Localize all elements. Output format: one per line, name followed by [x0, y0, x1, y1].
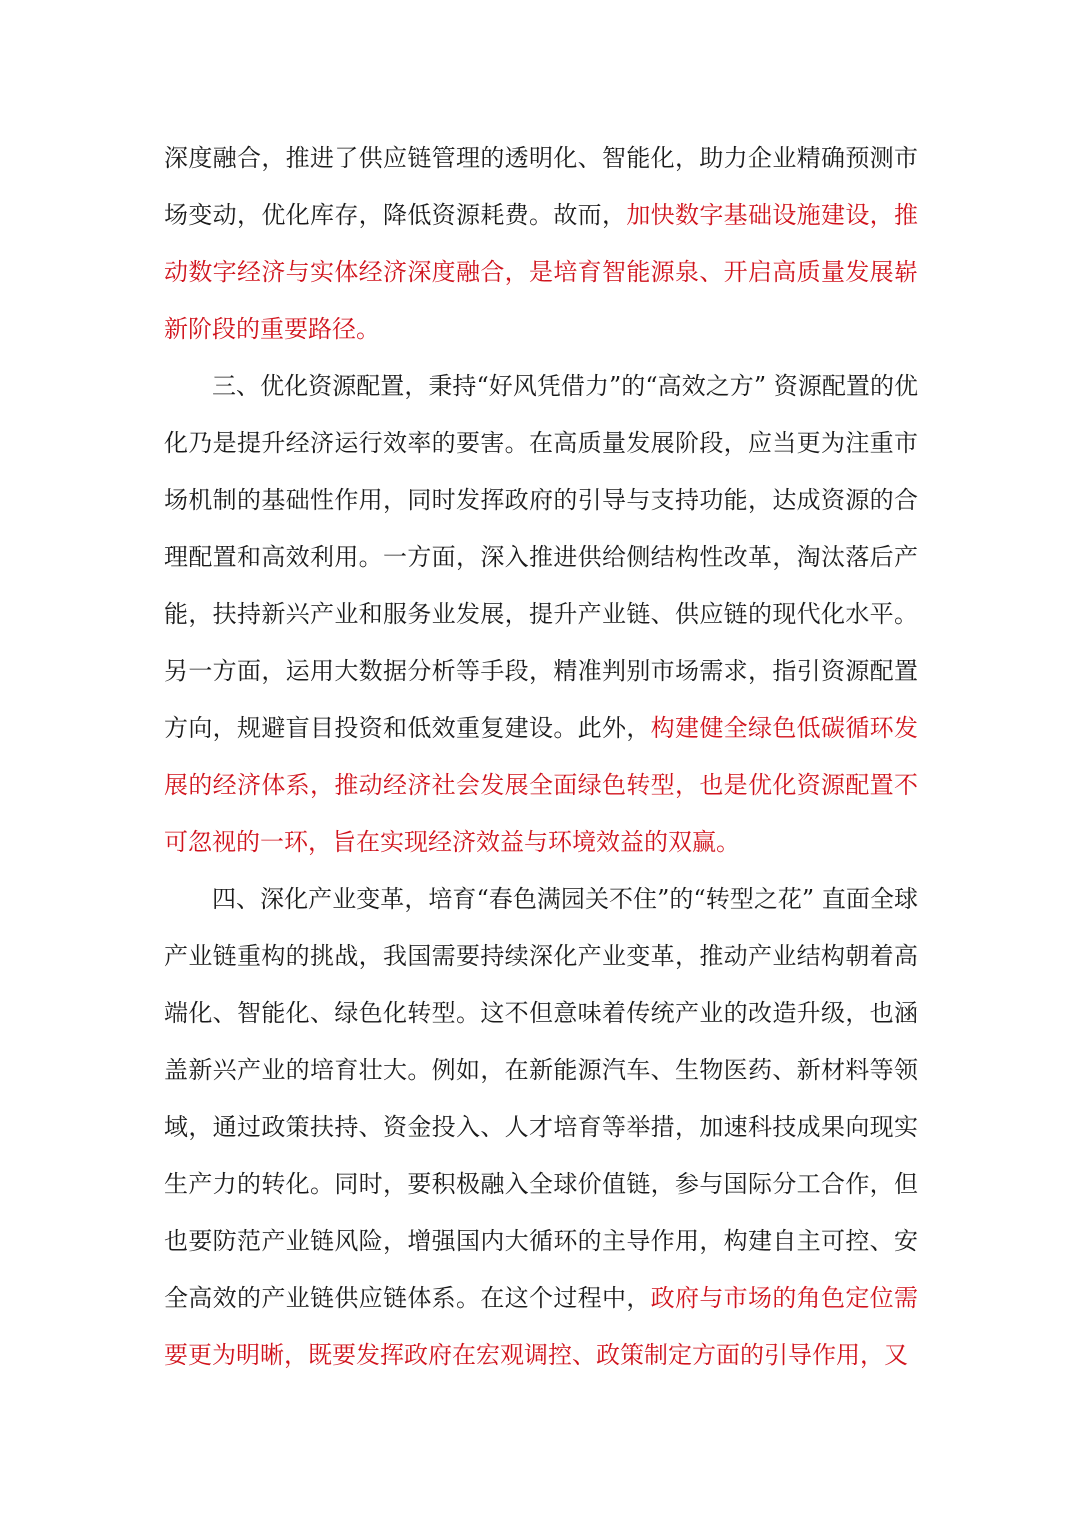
paragraph-text: 三、优化资源配置，秉持“好风凭借力”的“高效之方” 资源配置的优化乃是提升经济运行效率的要害。在高质量发展阶段，应当更为注重市场机制的基础性作用，同时发挥政府的引导与支持功能，达成资源的合理配置和高效利用。一方面，深入推进供给侧结构性改革，淘汰落后产能，扶持新兴产业和服务业发展，提升产业链、供应链的现代化水平。另一方面，运用大数据分析等手段，精准判别市场需求，指引资源配置方向，规避盲目投资和低效重复建设。此外，	[164, 372, 918, 742]
highlighted-text: 构建健全绿色低碳循环发展的经济体系，推动经济社会发展全面绿色转型，也是优化资源配置不可忽视的一环，旨在实现经济效益与环境效益的双赢。	[164, 714, 919, 856]
paragraph-resource-allocation	[164, 358, 918, 871]
document-body	[164, 130, 918, 1384]
paragraph-industrial-transformation	[164, 871, 918, 1384]
paragraph-text: 深度融合，推进了供应链管理的透明化、智能化，助力企业精确预测市场变动，优化库存，降低资源耗费。故而，	[164, 144, 918, 229]
highlighted-text: 政府与市场的角色定位需要更为明晰，既要发挥政府在宏观调控、政策制定方面的引导作用，又	[164, 1284, 919, 1369]
paragraph-text: 四、深化产业变革，培育“春色满园关不住”的“转型之花” 直面全球产业链重构的挑战，我国需要持续深化产业变革，推动产业结构朝着高端化、智能化、绿色化转型。这不但意味着传统产业的改造升级，也涵盖新兴产业的培育壮大。例如，在新能源汽车、生物医药、新材料等领域，通过政策扶持、资金投入、人才培育等举措，加速科技成果向现实生产力的转化。同时，要积极融入全球价值链，参与国际分工合作，但也要防范产业链风险，增强国内大循环的主导作用，构建自主可控、安全高效的产业链供应链体系。在这个过程中，	[164, 885, 918, 1312]
highlighted-text: 加快数字基础设施建设，推动数字经济与实体经济深度融合，是培育智能源泉、开启高质量发展崭新阶段的重要路径。	[164, 201, 919, 343]
paragraph-digital-integration	[164, 130, 918, 358]
